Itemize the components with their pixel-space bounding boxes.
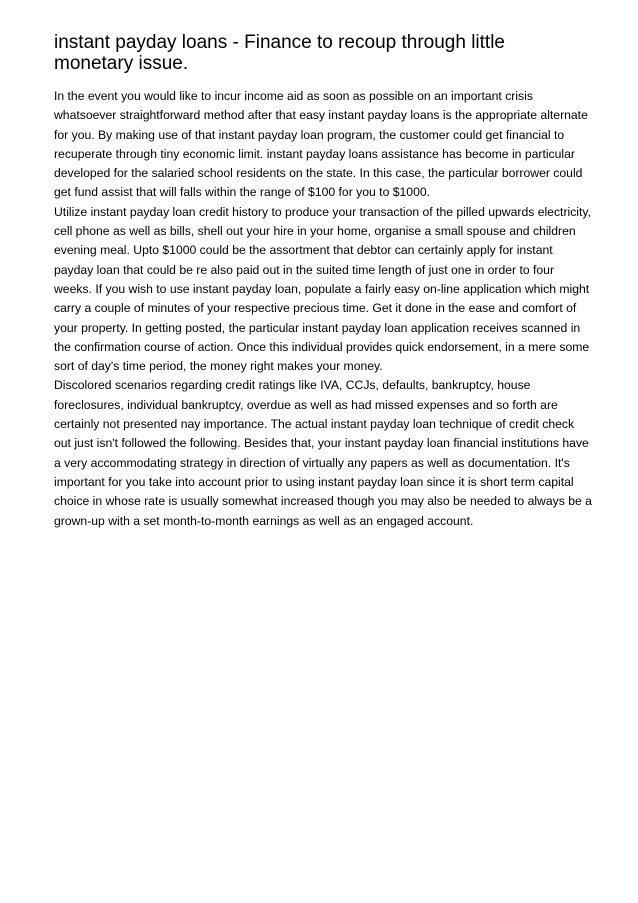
paragraph: Discolored scenarios regarding credit ratings like IVA, CCJs, defaults, bankruptcy, house foreclosures, individual bankruptcy, overdue as well as had missed expenses and so forth are certainly not presented nay importance. The actual instant payday loan technique of credit check out just isn't followed the following. Besides that, your instant payday loan financial institutions have a very accommodating strategy in direction of virtually any papers as well as documentation. It's important for you take into account prior to using instant payday loan since it is short term capital choice in whose rate is usually somewhat increased though you may also be needed to always be a grown-up with a set month-to-month earnings as well as an engaged account. bbox=[54, 378, 592, 528]
document-body bbox=[54, 87, 592, 531]
paragraph: In the event you would like to incur income aid as soon as possible on an important crisis whatsoever straightforward method after that easy instant payday loans is the appropriate alternate for you. By making use of that instant payday loan program, the customer could get financial to recuperate through tiny economic limit. instant payday loans assistance has become in particular developed for the salaried school residents on the state. In this case, the particular borrower could get fund assist that will falls within the range of $100 for you to $1000. bbox=[54, 89, 588, 200]
paragraph: Utilize instant payday loan credit history to produce your transaction of the pilled upwards electricity, cell phone as well as bills, shell out your hire in your home, organise a small spouse and children evening meal. Upto $1000 could be the assortment that debtor can certainly apply for instant payday loan that could be re also paid out in the suited time length of just one in order to four weeks. If you wish to use instant payday loan, populate a fairly easy on-line application which might carry a couple of minutes of your respective precious time. Get it done in the ease and comfort of your property. In getting posted, the particular instant payday loan application receives scanned in the confirmation course of action. Once this individual provides quick endorsement, in a mere some sort of day's time period, the money right makes your money. bbox=[54, 204, 591, 374]
document-title: instant payday loans - Finance to recoup through little monetary issue. bbox=[54, 32, 505, 74]
